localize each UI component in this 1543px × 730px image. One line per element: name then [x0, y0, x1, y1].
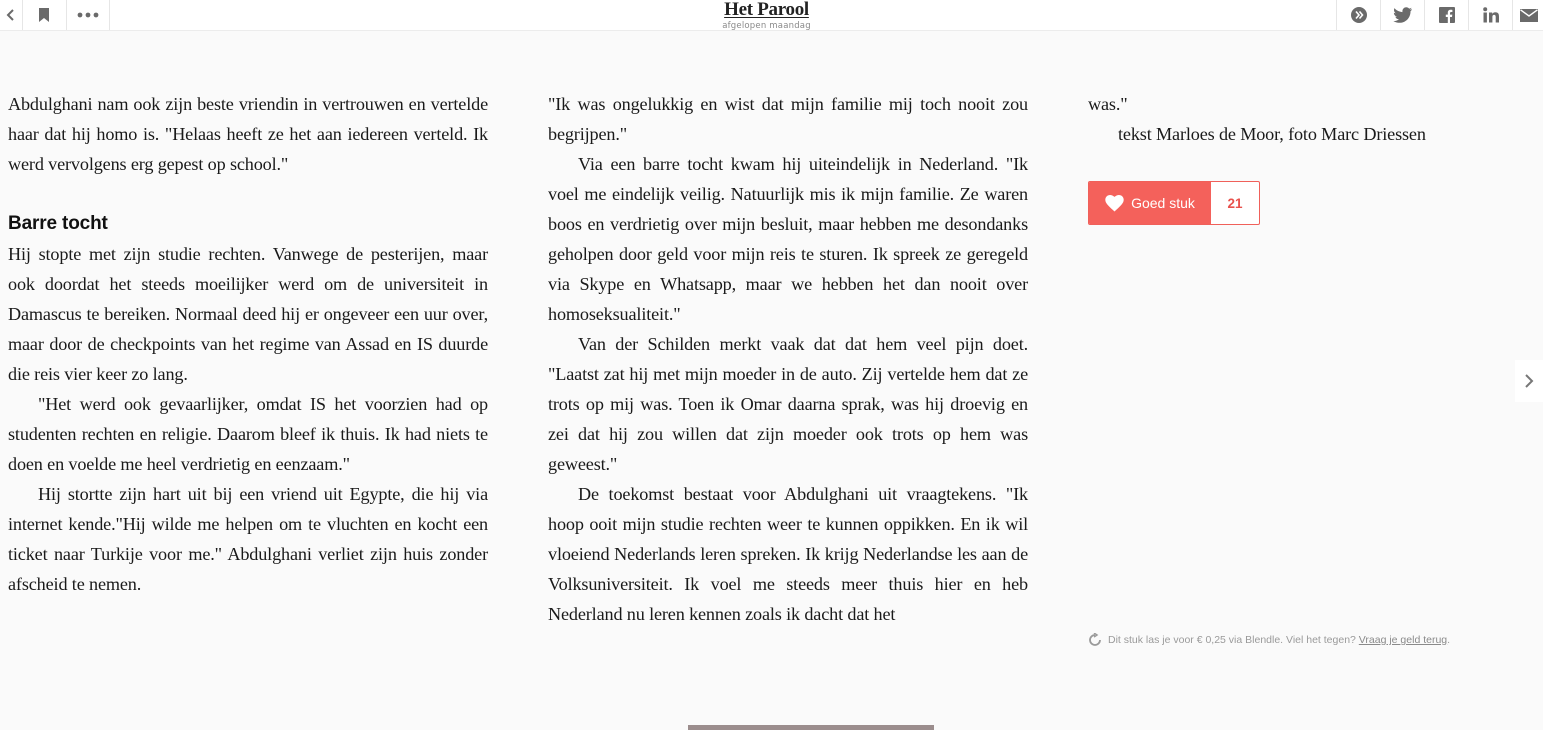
like-button[interactable] [1089, 182, 1211, 224]
reading-progress-bar [688, 725, 934, 730]
blendle-icon[interactable] [1336, 0, 1381, 30]
article-column-1 [8, 89, 488, 599]
mail-icon[interactable] [1512, 0, 1543, 30]
article-column-3 [1088, 89, 1508, 149]
paragraph: Hij stortte zijn hart uit bij een vriend uit Egypte, die hij via internet kende."Hij wilde me helpen om te vluchten en kocht een ticket naar Turkije voor me." Abdulghani verliet zijn huis zonder afscheid te nemen. [8, 484, 488, 594]
back-chevron-icon[interactable] [0, 0, 23, 30]
chevron-right-icon [1524, 373, 1534, 389]
refund-link[interactable]: Vraag je geld terug [1358, 634, 1448, 646]
paragraph: De toekomst bestaat voor Abdulghani uit vraagtekens. "Ik hoop ooit mijn studie rechten weer te kunnen oppikken. En ik wil vloeiend Nederlands leren spreken. Ik krijg Nederlandse les aan de Volksuniversiteit. Ik voel me steeds meer thuis hier en heb Nederland nu leren kennen zoals ik dacht dat het [548, 484, 1028, 624]
like-label: Goed stuk [1131, 195, 1195, 211]
section-heading: Barre tocht [8, 213, 108, 234]
top-bar [0, 0, 1543, 31]
paragraph: Hij stopte met zijn studie rechten. Vanwege de pesterijen, maar ook doordat het steeds moeilijker werd om de universiteit in Damascus te bereiken. Normaal deed hij er ongeveer een uur over, maar door de checkpoints van het regime van Assad en IS duurde die reis vier keer zo lang. [8, 244, 488, 384]
paragraph: "Ik was ongelukkig en wist dat mijn familie mij toch nooit zou begrijpen." [548, 94, 1028, 144]
brand-title[interactable]: Het Parool [724, 0, 809, 20]
refund-trailing: . [1447, 634, 1451, 646]
more-dots-icon[interactable] [66, 0, 110, 30]
bookmark-icon[interactable] [22, 0, 67, 30]
paragraph: was." [1088, 94, 1128, 114]
article-column-2 [548, 89, 1028, 629]
heart-icon [1105, 195, 1124, 212]
brand [620, 0, 913, 31]
next-page-button[interactable] [1515, 360, 1543, 402]
paragraph: Abdulghani nam ook zijn beste vriendin in vertrouwen en vertelde haar dat hij homo is. "Helaas heeft ze het aan iedereen verteld. Ik werd vervolgens erg gepest op school." [8, 94, 488, 174]
brand-date: afgelopen maandag [722, 21, 811, 31]
refund-note [1088, 633, 1450, 647]
byline-credit: tekst Marloes de Moor, foto Marc Driessen [1118, 124, 1426, 144]
paragraph: "Het werd ook gevaarlijker, omdat IS het voorzien had op studenten rechten en religie. Daarom bleef ik thuis. Ik had niets te doen en voelde me heel verdrietig en eenzaam." [8, 394, 488, 474]
linkedin-icon[interactable] [1468, 0, 1513, 30]
twitter-icon[interactable] [1380, 0, 1425, 30]
like-count: 21 [1227, 195, 1243, 211]
refund-text: Dit stuk las je voor € 0,25 via Blendle. Viel het tegen? [1108, 634, 1356, 646]
paragraph: Via een barre tocht kwam hij uiteindelijk in Nederland. "Ik voel me eindelijk veilig. Natuurlijk mis ik mijn familie. Ze waren boos en verdrietig over mijn besluit, maar hebben me desondanks geholpen door geld voor mijn reis te sturen. Ik spreek ze geregeld via Skype en Whatsapp, maar we hebben het dan nooit over homoseksualiteit." [548, 154, 1028, 324]
like-widget [1088, 181, 1260, 225]
blendle-refund-icon [1088, 633, 1102, 647]
paragraph: Van der Schilden merkt vaak dat dat hem veel pijn doet. "Laatst zat hij met mijn moeder in de auto. Zij vertelde hem dat ze trots op mij was. Toen ik Omar daarna sprak, was hij droevig en zei dat hij zou willen dat zijn moeder ook trots op hem was geweest." [548, 334, 1028, 474]
facebook-icon[interactable] [1424, 0, 1469, 30]
